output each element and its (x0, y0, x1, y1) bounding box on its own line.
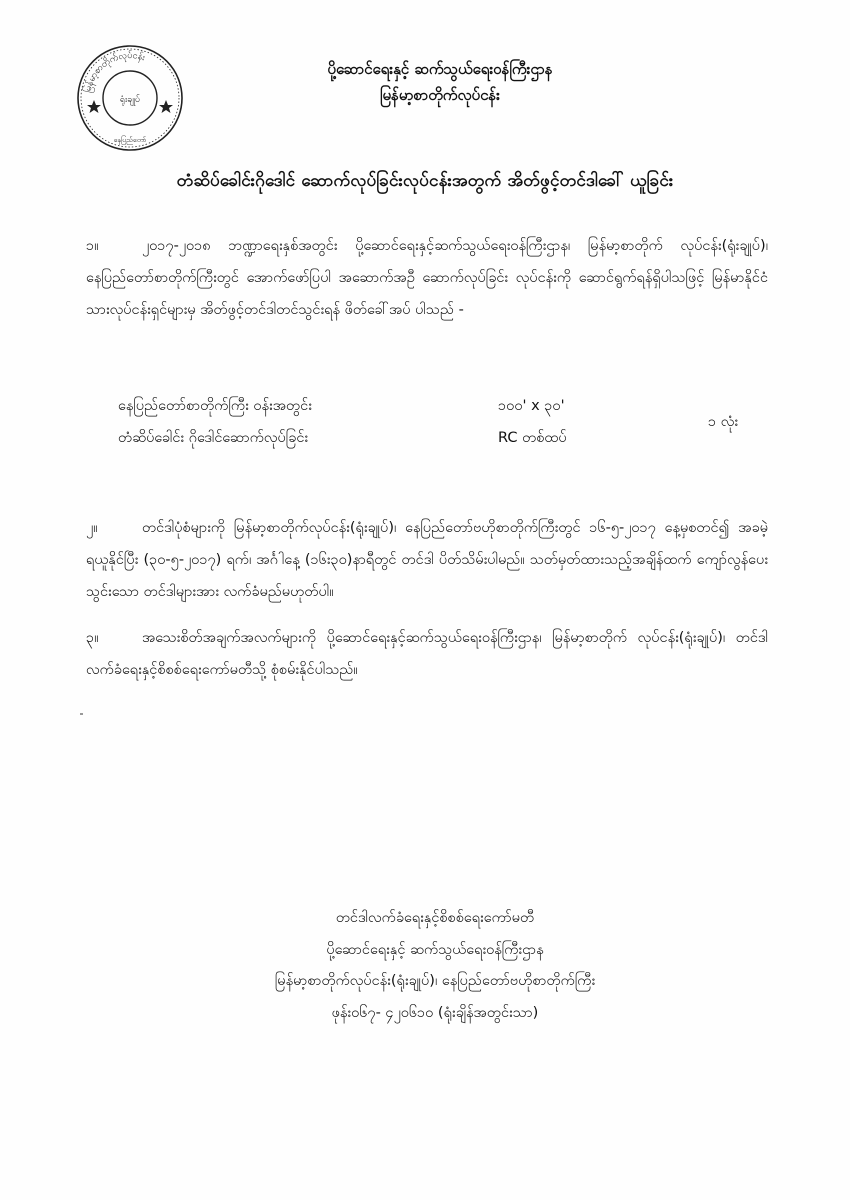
seal-ring-text: မြန်မာ့စာတိုက်လုပ်ငန်း (83, 50, 146, 94)
paragraph-1 (86, 230, 768, 326)
paragraph-number: ၃။ (86, 630, 99, 646)
contact-phone: ဖုန်း၀၆၇- ၄၂၀၆၁၀ (ရုံးချိန်အတွင်းသာ) (331, 1004, 539, 1021)
seal-center-text: ရုံးချုပ် (119, 95, 141, 105)
seal-graphic (74, 42, 186, 154)
committee-name: တင်ဒါလက်ခံရေးနှင့်စိစစ်ရေးကော်မတီ (335, 910, 535, 926)
seal-star-right (159, 100, 173, 113)
office-address: မြန်မာ့စာတိုက်လုပ်ငန်း(ရုံးချုပ်)၊ နေပြည်တော်ဗဟိုစာတိုက်ကြီး (274, 973, 596, 989)
specification-table (118, 390, 778, 454)
spec-dimensions: ၁၀၀' x ၃၀' (498, 398, 565, 414)
paragraph-3 (86, 622, 768, 686)
spec-location: နေပြည်တော်စာတိုက်ကြီး ဝန်းအတွင်း (118, 398, 312, 414)
spec-row (118, 422, 778, 454)
paragraph-text: တင်ဒါပုံစံများကို မြန်မာ့စာတိုက်လုပ်ငန်း(ရုံးချုပ်)၊ နေပြည်တော်ဗဟိုစာတိုက်ကြီးတွင် ၁၆-၅-၂၀၁၇ နေ့မှစတင်၍ အခမဲ့ရယူနိုင်ပြီး (၃၀-၅-၂၀၁၇) ရက်၊ အင်္ဂါနေ့ (၁၆း၃၀)နာရီတွင် တင်ဒါ ပိတ်သိမ်းပါမည်။ သတ်မှတ်ထားသည့်အချိန်ထက် ကျော်လွန်ပေးသွင်းသော တင်ဒါများအား လက်ခံမည်မဟုတ်ပါ။ (86, 520, 768, 600)
spec-row (118, 390, 778, 430)
official-seal (74, 42, 186, 154)
ministry-header (260, 56, 620, 108)
seal-star-left (87, 100, 101, 113)
paragraph-text: အသေးစိတ်အချက်အလက်များကို ပို့ဆောင်ရေးနှင့်ဆက်သွယ်ရေးဝန်ကြီးဌာန၊ မြန်မာ့စာတိုက် လုပ်ငန်း(ရုံးချုပ်)၊ တင်ဒါလက်ခံရေးနှင့်စိစစ်ရေးကော်မတီသို့ စုံစမ်းနိုင်ပါသည်။ (86, 630, 768, 678)
ministry-name: ပို့ဆောင်ရေးနှင့် ဆက်သွယ်ရေးဝန်ကြီးဌာန (327, 60, 553, 78)
paragraph-text: ၂၀၁၇-၂၀၁၈ ဘဏ္ဍာရေးနှစ်အတွင်း ပို့ဆောင်ရေးနှင့်ဆက်သွယ်ရေးဝန်ကြီးဌာန၊ မြန်မာ့စာတိုက် လုပ်ငန်း(ရုံးချုပ်)၊ နေပြည်တော်စာတိုက်ကြီးတွင် အောက်ဖော်ပြပါ အဆောက်အဦ ဆောက်လုပ်ခြင်း လုပ်ငန်းကို ဆောင်ရွက်ရန်ရှိပါသဖြင့် မြန်မာနိုင်ငံသားလုပ်ငန်းရှင်များမှ အိတ်ဖွင့်တင်ဒါတင်သွင်းရန် ဖိတ်ခေါ်အပ် ပါသည် - (86, 238, 768, 318)
seal-bottom-text: နေပြည်တော် (113, 136, 147, 144)
spec-work: တံဆိပ်ခေါင်း ဂိုဒေါင်ဆောက်လုပ်ခြင်း (118, 430, 309, 446)
paragraph-number: ၁။ (86, 238, 99, 254)
notice-title: တံဆိပ်ခေါင်းဂိုဒေါင် ဆောက်လုပ်ခြင်းလုပ်ငန်းအတွက် အိတ်ဖွင့်တင်ဒါခေါ် ယူခြင်း (176, 171, 674, 191)
department-name: မြန်မာ့စာတိုက်လုပ်ငန်း (380, 86, 500, 104)
spec-structure: RC တစ်ထပ် (498, 430, 567, 446)
signature-block (200, 903, 670, 1029)
spec-quantity: ၁ လုံး (708, 414, 739, 430)
stray-mark (80, 713, 83, 715)
paragraph-number: ၂။ (86, 520, 98, 536)
paragraph-2 (86, 512, 768, 608)
ministry-name: ပို့ဆောင်ရေးနှင့် ဆက်သွယ်ရေးဝန်ကြီးဌာန (326, 941, 544, 958)
